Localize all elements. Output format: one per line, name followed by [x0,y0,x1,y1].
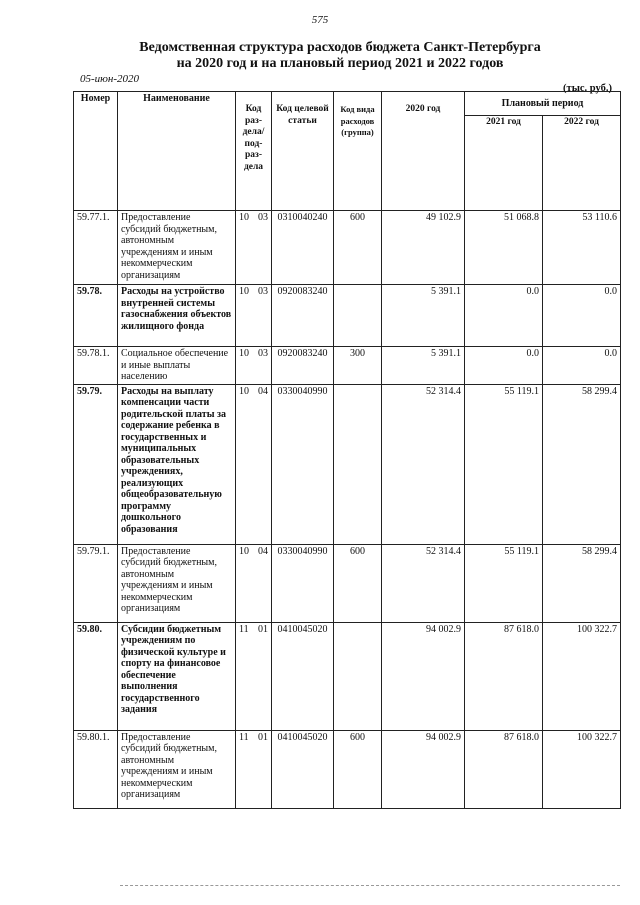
row-amount-2020: 94 002.9 [382,730,465,808]
row-target-code: 0410045020 [272,622,334,730]
section-subsection-pair [239,546,268,558]
row-amount-2020: 52 314.4 [382,544,465,622]
row-section-code [236,285,272,347]
subsection-code: 03 [258,212,268,223]
title-line-2: на 2020 год и на плановый период 2021 и 2022 годов [176,56,504,71]
row-number: 59.77.1. [74,211,118,285]
section-subsection-pair [239,286,268,298]
row-target-code: 0310040240 [272,211,334,285]
row-name: Предоставление субсидий бюджетным, автономным учреждениям и иным некоммерческим организациям [118,211,236,285]
section-code: 10 [239,212,249,223]
section-subsection-pair [239,732,268,744]
row-name: Предоставление субсидий бюджетным, автономным учреждениям и иным некоммерческим организациям [118,544,236,622]
table-row [74,622,621,730]
row-amount-2020: 5 391.1 [382,347,465,385]
subsection-code: 01 [258,731,268,743]
row-name: Расходы на выплату компенсации части родительской платы за содержание ребенка в государственных и муниципальных образовательных учреждениях, реализующих общеобразовательную программу дошкольного образования [118,384,236,544]
subsection-code: 01 [258,623,268,635]
row-target-code: 0330040990 [272,384,334,544]
header-planned-period: Плановый период [465,92,621,116]
row-amount-2020: 52 314.4 [382,384,465,544]
row-amount-2022: 100 322.7 [543,730,621,808]
row-amount-2022: 58 299.4 [543,384,621,544]
table-row [74,384,621,544]
row-amount-2020: 94 002.9 [382,622,465,730]
row-expense-type: 300 [334,347,382,385]
row-target-code: 0330040990 [272,544,334,622]
header-year-2022: 2022 год [543,116,621,211]
table-row [74,211,621,285]
row-name: Расходы на устройство внутренней системы газоснабжения объектов жилищного фонда [118,285,236,347]
row-expense-type [334,285,382,347]
subsection-code: 04 [258,385,268,397]
section-subsection-pair [239,624,268,636]
row-expense-type [334,384,382,544]
header-expense-type-code: Код вида расходов (группа) [334,92,382,211]
section-subsection-pair [239,348,268,360]
subsection-code: 03 [258,286,268,297]
row-target-code: 0920083240 [272,285,334,347]
header-name: Наименование [118,92,236,211]
header-year-2021: 2021 год [465,116,543,211]
page-number: 575 [311,14,329,26]
budget-table [73,91,621,809]
row-number: 59.79. [74,384,118,544]
row-number: 59.78.1. [74,347,118,385]
row-amount-2022: 100 322.7 [543,622,621,730]
row-amount-2022: 53 110.6 [543,211,621,285]
header-number: Номер [74,92,118,211]
row-amount-2021: 51 068.8 [465,211,543,285]
table-row [74,730,621,808]
header-year-2020: 2020 год [382,92,465,211]
row-name: Предоставление субсидий бюджетным, автономным учреждениям и иным некоммерческим организациям [118,730,236,808]
document-title [60,40,620,72]
document-date: 05-июн-2020 [80,73,140,85]
row-amount-2021: 87 618.0 [465,622,543,730]
row-amount-2021: 0.0 [465,347,543,385]
row-name: Субсидии бюджетным учреждениям по физической культуре и спорту на финансовое обеспечение выполнения государственного задания [118,622,236,730]
row-amount-2022: 58 299.4 [543,544,621,622]
table-body [74,211,621,809]
row-section-code [236,347,272,385]
row-amount-2021: 87 618.0 [465,730,543,808]
row-number: 59.79.1. [74,544,118,622]
row-amount-2021: 55 119.1 [465,384,543,544]
section-code: 10 [239,545,249,557]
subsection-code: 03 [258,348,268,359]
row-number: 59.78. [74,285,118,347]
row-expense-type [334,622,382,730]
section-code: 11 [239,731,249,743]
table-row [74,285,621,347]
row-section-code [236,384,272,544]
row-amount-2021: 55 119.1 [465,544,543,622]
row-section-code [236,544,272,622]
footer-divider [120,885,620,886]
section-subsection-pair [239,386,268,398]
subsection-code: 04 [258,545,268,557]
row-name: Социальное обеспечение и иные выплаты населению [118,347,236,385]
row-expense-type: 600 [334,211,382,285]
units-label: (тыс. руб.) [563,83,612,94]
section-code: 10 [239,385,249,397]
row-amount-2020: 5 391.1 [382,285,465,347]
row-expense-type: 600 [334,730,382,808]
row-amount-2022: 0.0 [543,285,621,347]
section-code: 10 [239,348,249,359]
table-row [74,347,621,385]
row-section-code [236,622,272,730]
row-section-code [236,211,272,285]
row-amount-2020: 49 102.9 [382,211,465,285]
row-target-code: 0410045020 [272,730,334,808]
row-section-code [236,730,272,808]
header-section-code: Код раз- дела/ под- раз- дела [236,92,272,211]
section-code: 10 [239,286,249,297]
row-amount-2021: 0.0 [465,285,543,347]
section-subsection-pair [239,212,268,224]
section-code: 11 [239,623,249,635]
header-target-code: Код целевой статьи [272,92,334,211]
row-target-code: 0920083240 [272,347,334,385]
table-row [74,544,621,622]
row-number: 59.80.1. [74,730,118,808]
row-number: 59.80. [74,622,118,730]
row-expense-type: 600 [334,544,382,622]
row-amount-2022: 0.0 [543,347,621,385]
title-line-1: Ведомственная структура расходов бюджета Санкт-Петербурга [139,40,541,55]
